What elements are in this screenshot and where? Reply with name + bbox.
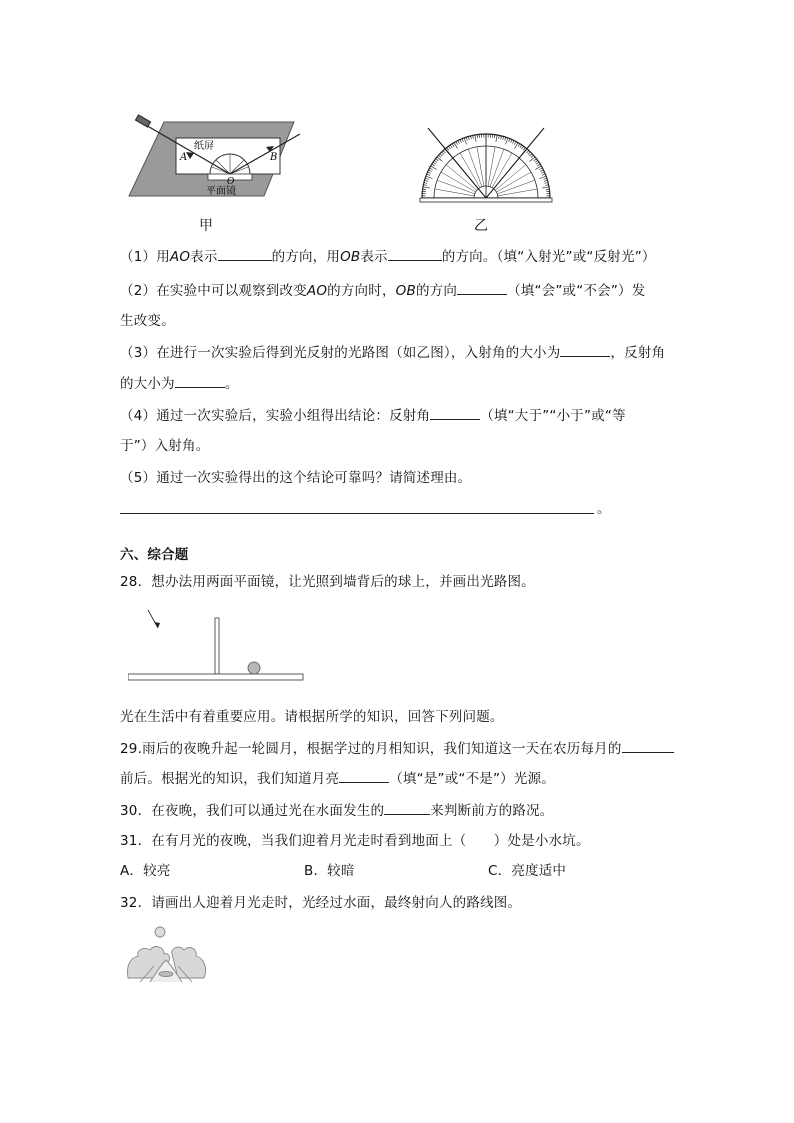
q31-option-a[interactable]: A．较亮: [120, 863, 171, 879]
answer-blank[interactable]: [384, 801, 430, 815]
caption-yi: 乙: [474, 218, 488, 234]
q28-text: 28．想办法用两面平面镜，让光照到墙背后的球上，并画出光路图。: [120, 574, 535, 590]
answer-blank[interactable]: [388, 247, 442, 261]
q29-line1: 29.雨后的夜晚升起一轮圆月，根据学过的月相知识，我们知道这一天在农历每月的: [120, 739, 674, 759]
light-application-intro: 光在生活中有着重要应用。请根据所学的知识，回答下列问题。: [120, 709, 504, 725]
q31-option-b[interactable]: B．较暗: [304, 863, 355, 879]
q27-answer-end: 。: [597, 501, 611, 517]
q27-answer-line[interactable]: [120, 513, 594, 514]
q27-part2: （2）在实验中可以观察到改变AO的方向时，OB的方向 （填“会”或“不会”）发: [120, 283, 646, 299]
section-6-title: 六、综合题: [120, 547, 189, 563]
q31-text: 31．在有月光的夜晚，当我们迎着月光走时看到地面上（ ）处是小水坑。: [120, 833, 590, 849]
paper-screen-label: 纸屏: [194, 141, 214, 152]
q27-part3-cont: 的大小为 。: [120, 376, 239, 392]
answer-blank[interactable]: [218, 247, 272, 261]
figure-yi-protractor: [416, 120, 556, 204]
q29-line2: 前后。根据光的知识，我们知道月亮 （填“是”或“不是”）光源。: [120, 771, 555, 787]
q27-part5: （5）通过一次实验得出的这个结论可靠吗？请简述理由。: [120, 470, 472, 486]
answer-blank[interactable]: [457, 281, 507, 295]
q32-text: 32．请画出人迎着月光走时，光经过水面，最终射向人的路线图。: [120, 895, 522, 911]
answer-blank[interactable]: [339, 769, 389, 783]
q27-part3: （3）在进行一次实验后得到光反射的光路图（如乙图），入射角的大小为 ，反射角: [120, 345, 666, 361]
answer-blank[interactable]: [175, 374, 225, 388]
caption-jia: 甲: [199, 218, 213, 234]
q27-part4: （4）通过一次实验后，实验小组得出结论：反射角 （填“大于”“小于”或“等: [120, 408, 626, 424]
q31-option-c[interactable]: C．亮度适中: [488, 863, 567, 879]
plane-mirror-label: 平面镜: [206, 186, 236, 197]
answer-blank[interactable]: [560, 343, 610, 357]
q27-part4-cont: 于”）入射角。: [120, 438, 210, 454]
point-a-label: A: [180, 152, 188, 163]
q27-part1: （1）用AO表示 的方向，用OB表示 的方向。（填“入射光”或“反射光”）: [120, 249, 656, 265]
q28-wall-ball-figure: [128, 604, 306, 688]
point-o-label: O: [227, 177, 235, 187]
point-b-label: B: [270, 152, 278, 163]
q32-moonlit-road-figure: [120, 922, 212, 984]
answer-blank[interactable]: [622, 739, 674, 753]
q27-part2-cont: 生改变。: [120, 313, 175, 329]
answer-blank[interactable]: [430, 406, 480, 420]
figure-jia-mirror-experiment: [124, 112, 302, 202]
q30-text: 30．在夜晚，我们可以通过光在水面发生的 来判断前方的路况。: [120, 803, 554, 819]
